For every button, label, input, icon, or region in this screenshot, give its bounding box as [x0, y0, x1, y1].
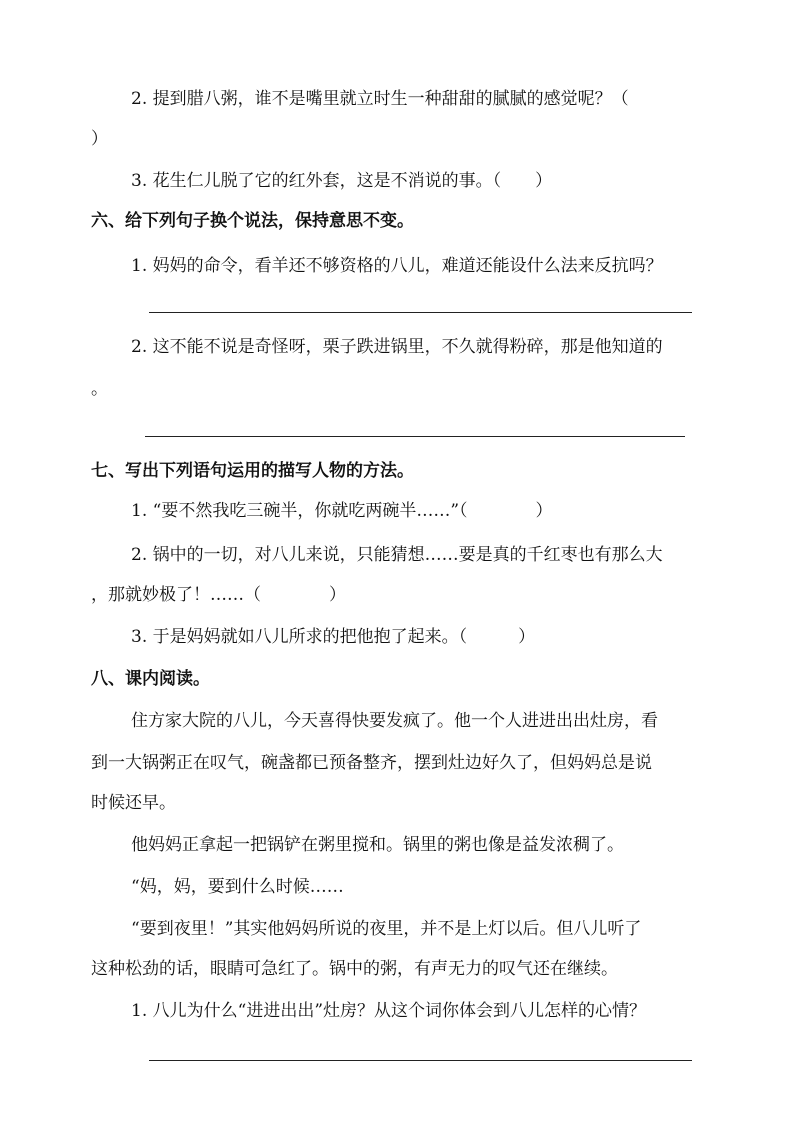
question-8-1: 1. 八儿为什么“进进出出”灶房？从这个词你体会到八儿怎样的心情？	[131, 1001, 647, 1021]
section-7-heading: 七、写出下列语句运用的描写人物的方法。	[91, 461, 414, 481]
answer-line-8-1[interactable]	[149, 1060, 692, 1061]
question-6-1: 1. 妈妈的命令，看羊还不够资格的八儿，难道还能设什么法来反抗吗？	[131, 256, 663, 276]
question-5-3: 3. 花生仁儿脱了它的红外套，这是不消说的事。（ ）	[131, 171, 553, 191]
reading-passage-p2: 他妈妈正拿起一把锅铲在粥里搅和。锅里的粥也像是益发浓稠了。	[131, 835, 624, 855]
section-6-heading: 六、给下列句子换个说法，保持意思不变。	[91, 211, 414, 231]
question-6-2-line-2: 。	[91, 379, 108, 399]
answer-line-6-2[interactable]	[145, 436, 685, 437]
answer-line-6-1[interactable]	[149, 312, 692, 313]
reading-passage-p1-line-3: 时候还早。	[91, 793, 176, 813]
question-5-2-line-1: 2. 提到腊八粥，谁不是嘴里就立时生一种甜甜的腻腻的感觉呢？（	[131, 89, 629, 109]
reading-passage-p1-line-2: 到一大锅粥正在叹气，碗盏都已预备整齐，摆到灶边好久了，但妈妈总是说	[91, 753, 652, 773]
reading-passage-p1-line-1: 住方家大院的八儿，今天喜得快要发疯了。他一个人进进出出灶房，看	[131, 711, 658, 731]
reading-passage-p4-line-2: 这种松劲的话，眼睛可急红了。锅中的粥，有声无力的叹气还在继续。	[91, 959, 618, 979]
question-7-1: 1. “要不然我吃三碗半，你就吃两碗半……”（ ）	[131, 501, 553, 521]
question-7-3: 3. 于是妈妈就如八儿所求的把他抱了起来。（ ）	[131, 627, 536, 647]
reading-passage-p4-line-1: “要到夜里！”其实他妈妈所说的夜里，并不是上灯以后。但八儿听了	[131, 919, 642, 939]
section-8-heading: 八、课内阅读。	[91, 669, 210, 689]
question-5-2-line-2: ）	[91, 129, 108, 149]
question-6-2-line-1: 2. 这不能不说是奇怪呀，栗子跌进锅里，不久就得粉碎，那是他知道的	[131, 337, 663, 357]
question-7-2-line-1: 2. 锅中的一切，对八儿来说，只能猜想……要是真的千红枣也有那么大	[131, 545, 663, 565]
reading-passage-p3: “妈，妈，要到什么时候……	[131, 877, 344, 897]
question-7-2-line-2: ，那就妙极了！……（ ）	[91, 585, 346, 605]
